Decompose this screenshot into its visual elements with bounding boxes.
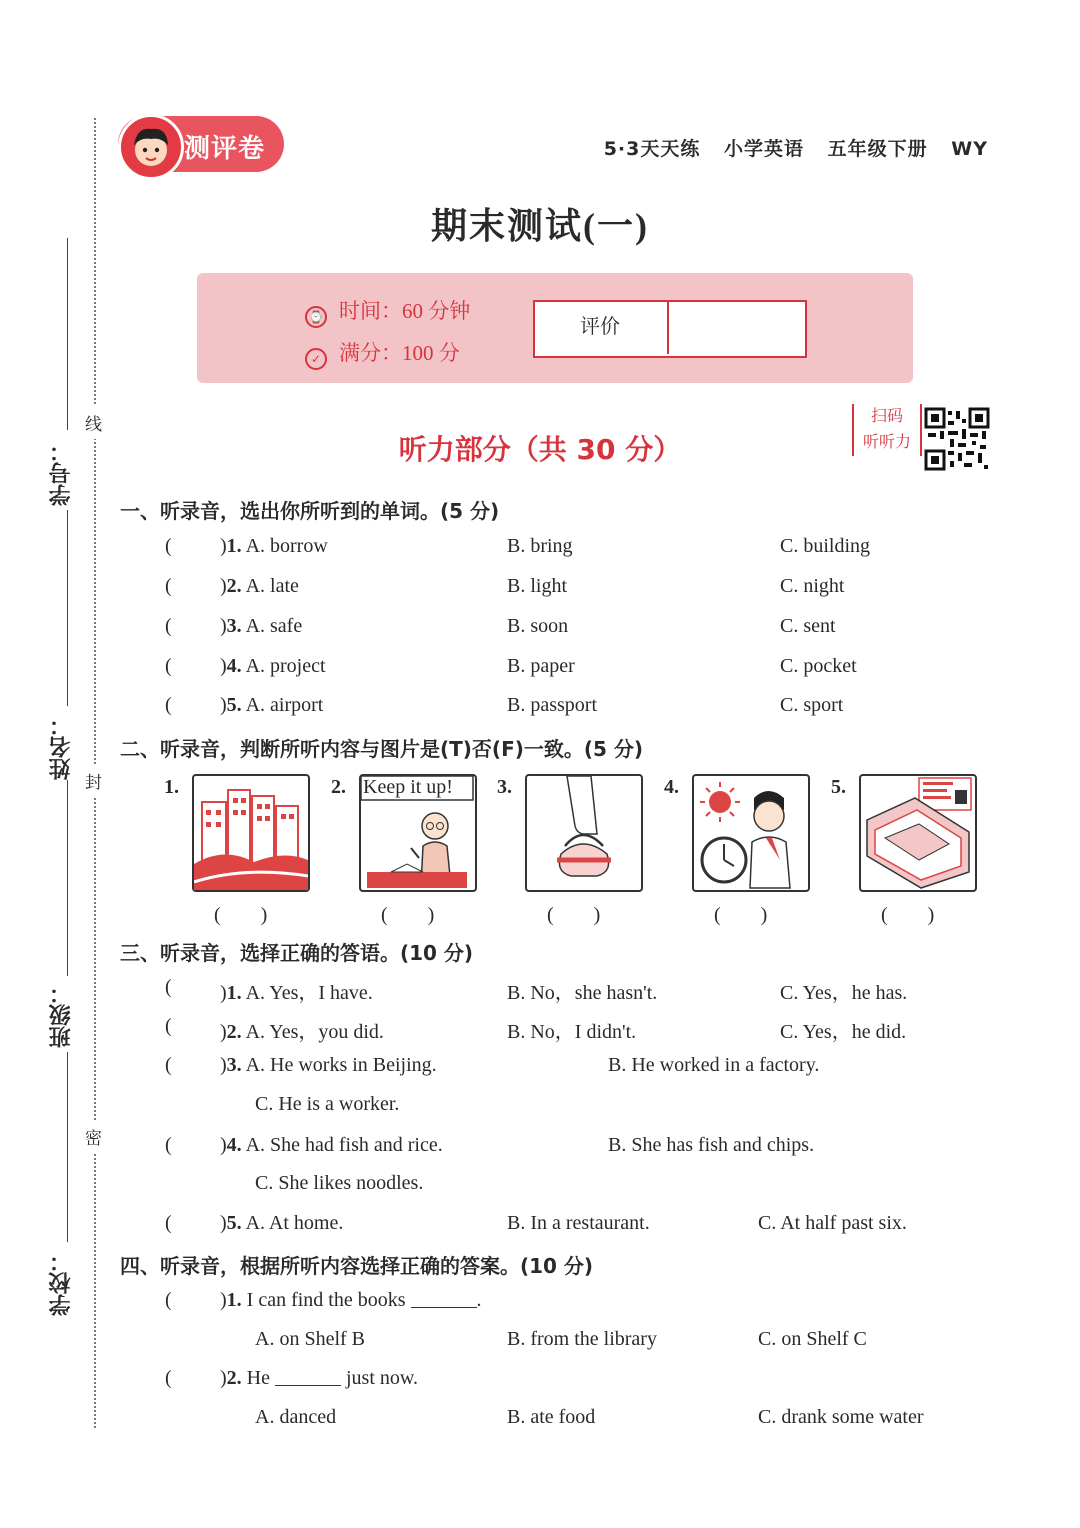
answer-paren[interactable]: (: [165, 1134, 172, 1156]
answer-paren[interactable]: (: [165, 1054, 172, 1076]
s1-q5: )5. A. airport: [220, 694, 324, 716]
seal-word-line: 线: [85, 406, 102, 439]
suitcase-picture: [859, 774, 977, 892]
class-line: [67, 780, 68, 976]
clock-icon: ⌚: [305, 306, 327, 328]
student-id-label: 学号：: [49, 440, 74, 506]
series-subject: 小学英语: [724, 138, 805, 160]
s3-q1-b: B. No，she hasn't.: [507, 982, 658, 1004]
answer-paren[interactable]: ( ): [714, 904, 768, 926]
qr-label-line2: 听听力: [862, 434, 911, 451]
badge-text: 测评卷: [184, 134, 266, 164]
time-text: 时间：60 分钟: [339, 299, 471, 323]
answer-paren[interactable]: ( ): [381, 904, 435, 926]
s3-q4-c: C. She likes noodles.: [255, 1172, 424, 1194]
check-icon: ✓: [305, 348, 327, 370]
qr-label: [852, 404, 922, 456]
series-name: 5·3天天练: [603, 138, 701, 160]
s3-q4-b: B. She has fish and chips.: [608, 1134, 815, 1156]
s1-q4: )4. A. project: [220, 655, 326, 677]
buildings-picture: [192, 774, 310, 892]
picture-number: 4.: [664, 776, 679, 798]
answer-paren[interactable]: ( ): [214, 904, 268, 926]
section1-heading: 一、听录音，选出你所听到的单词。(5 分): [120, 499, 500, 523]
s1-q1-b: B. bring: [507, 535, 573, 557]
student-id-line: [67, 238, 68, 430]
s3-q2-b: B. No，I didn't.: [507, 1021, 637, 1043]
boy-clock-picture: [692, 774, 810, 892]
s4-q1-c: C. on Shelf C: [758, 1328, 867, 1350]
answer-paren[interactable]: (: [165, 1289, 172, 1311]
picture-number: 5.: [831, 776, 846, 798]
picture-number: 2.: [331, 776, 346, 798]
section2-heading: 二、听录音，判断所听内容与图片是(T)否(F)一致。(5 分): [120, 737, 644, 761]
s3-q3-b: B. He worked in a factory.: [608, 1054, 820, 1076]
score-text: 满分：100 分: [339, 341, 460, 365]
s3-q2-c: C. Yes，he did.: [780, 1021, 907, 1043]
series-info: [588, 134, 988, 161]
s1-q2: )2. A. late: [220, 575, 299, 597]
s3-q1-c: C. Yes，he has.: [780, 982, 908, 1004]
answer-paren[interactable]: ( ): [881, 904, 935, 926]
s1-q1-c: C. building: [780, 535, 871, 557]
s1-q3-b: B. soon: [507, 615, 569, 637]
s4-q2-a: A. danced: [255, 1406, 337, 1428]
mascot-icon: [118, 114, 184, 180]
teacher-picture: [359, 774, 477, 892]
picture-number: 1.: [164, 776, 179, 798]
name-line: [67, 510, 68, 706]
s3-q4: )4. A. She had fish and rice.: [220, 1134, 443, 1156]
answer-paren[interactable]: (: [165, 1212, 172, 1234]
s3-q3-c: C. He is a worker.: [255, 1093, 400, 1115]
answer-paren[interactable]: (: [165, 694, 172, 716]
series-edition: WY: [951, 138, 988, 160]
s3-q2: )2. A. Yes，you did.: [220, 1021, 384, 1043]
seal-word-secret: 密: [85, 1120, 102, 1153]
answer-paren[interactable]: (: [165, 1367, 172, 1389]
s1-q5-b: B. passport: [507, 694, 597, 716]
s1-q2-b: B. light: [507, 575, 568, 597]
series-grade: 五年级下册: [827, 138, 928, 160]
s1-q1: )1. A. borrow: [220, 535, 328, 557]
grade-divider: [667, 300, 669, 354]
s4-q1-b: B. from the library: [507, 1328, 657, 1350]
speech-caption: Keep it up!: [363, 776, 453, 798]
answer-paren[interactable]: (: [165, 615, 172, 637]
s3-q1: )1. A. Yes，I have.: [220, 982, 373, 1004]
s4-q2-c: C. drank some water: [758, 1406, 924, 1428]
s1-q4-b: B. paper: [507, 655, 575, 677]
answer-paren[interactable]: (: [165, 535, 172, 557]
s4-q2: )2. He just now.: [220, 1367, 419, 1389]
seal-word-seal: 封: [85, 764, 102, 797]
picture-number: 3.: [497, 776, 512, 798]
s3-q5-c: C. At half past six.: [758, 1212, 907, 1234]
section4-heading: 四、听录音，根据所听内容选择正确的答案。(10 分): [120, 1254, 594, 1278]
s4-q1-a: A. on Shelf B: [255, 1328, 365, 1350]
qr-code-icon[interactable]: [924, 407, 990, 471]
name-label: 姓名：: [49, 714, 74, 780]
listening-heading: 听力部分（共 30 分）: [398, 433, 682, 466]
answer-paren[interactable]: (: [165, 976, 172, 998]
s3-q5-b: B. In a restaurant.: [507, 1212, 650, 1234]
qr-label-line1: 扫码: [870, 408, 903, 425]
answer-paren[interactable]: (: [165, 575, 172, 597]
grade-label: 评价: [580, 316, 620, 338]
page-title: 期末测试(一): [431, 206, 649, 246]
s3-q5: )5. A. At home.: [220, 1212, 344, 1234]
s1-q3-c: C. sent: [780, 615, 836, 637]
answer-paren[interactable]: (: [165, 655, 172, 677]
class-label: 班级：: [49, 982, 74, 1048]
s4-q2-b: B. ate food: [507, 1406, 596, 1428]
time-row: [305, 295, 470, 328]
s1-q4-c: C. pocket: [780, 655, 857, 677]
s4-q1: )1. I can find the books .: [220, 1289, 482, 1311]
score-row: [305, 337, 460, 370]
s1-q2-c: C. night: [780, 575, 845, 597]
fill-blank[interactable]: [275, 1367, 341, 1386]
s3-q3: )3. A. He works in Beijing.: [220, 1054, 437, 1076]
answer-paren[interactable]: (: [165, 1015, 172, 1037]
school-line: [67, 1052, 68, 1242]
s1-q5-c: C. sport: [780, 694, 844, 716]
bag-picture: [525, 774, 643, 892]
s1-q3: )3. A. safe: [220, 615, 303, 637]
answer-paren[interactable]: ( ): [547, 904, 601, 926]
fill-blank[interactable]: [411, 1289, 477, 1308]
section3-heading: 三、听录音，选择正确的答语。(10 分): [120, 941, 474, 965]
school-label: 学校：: [49, 1250, 74, 1316]
